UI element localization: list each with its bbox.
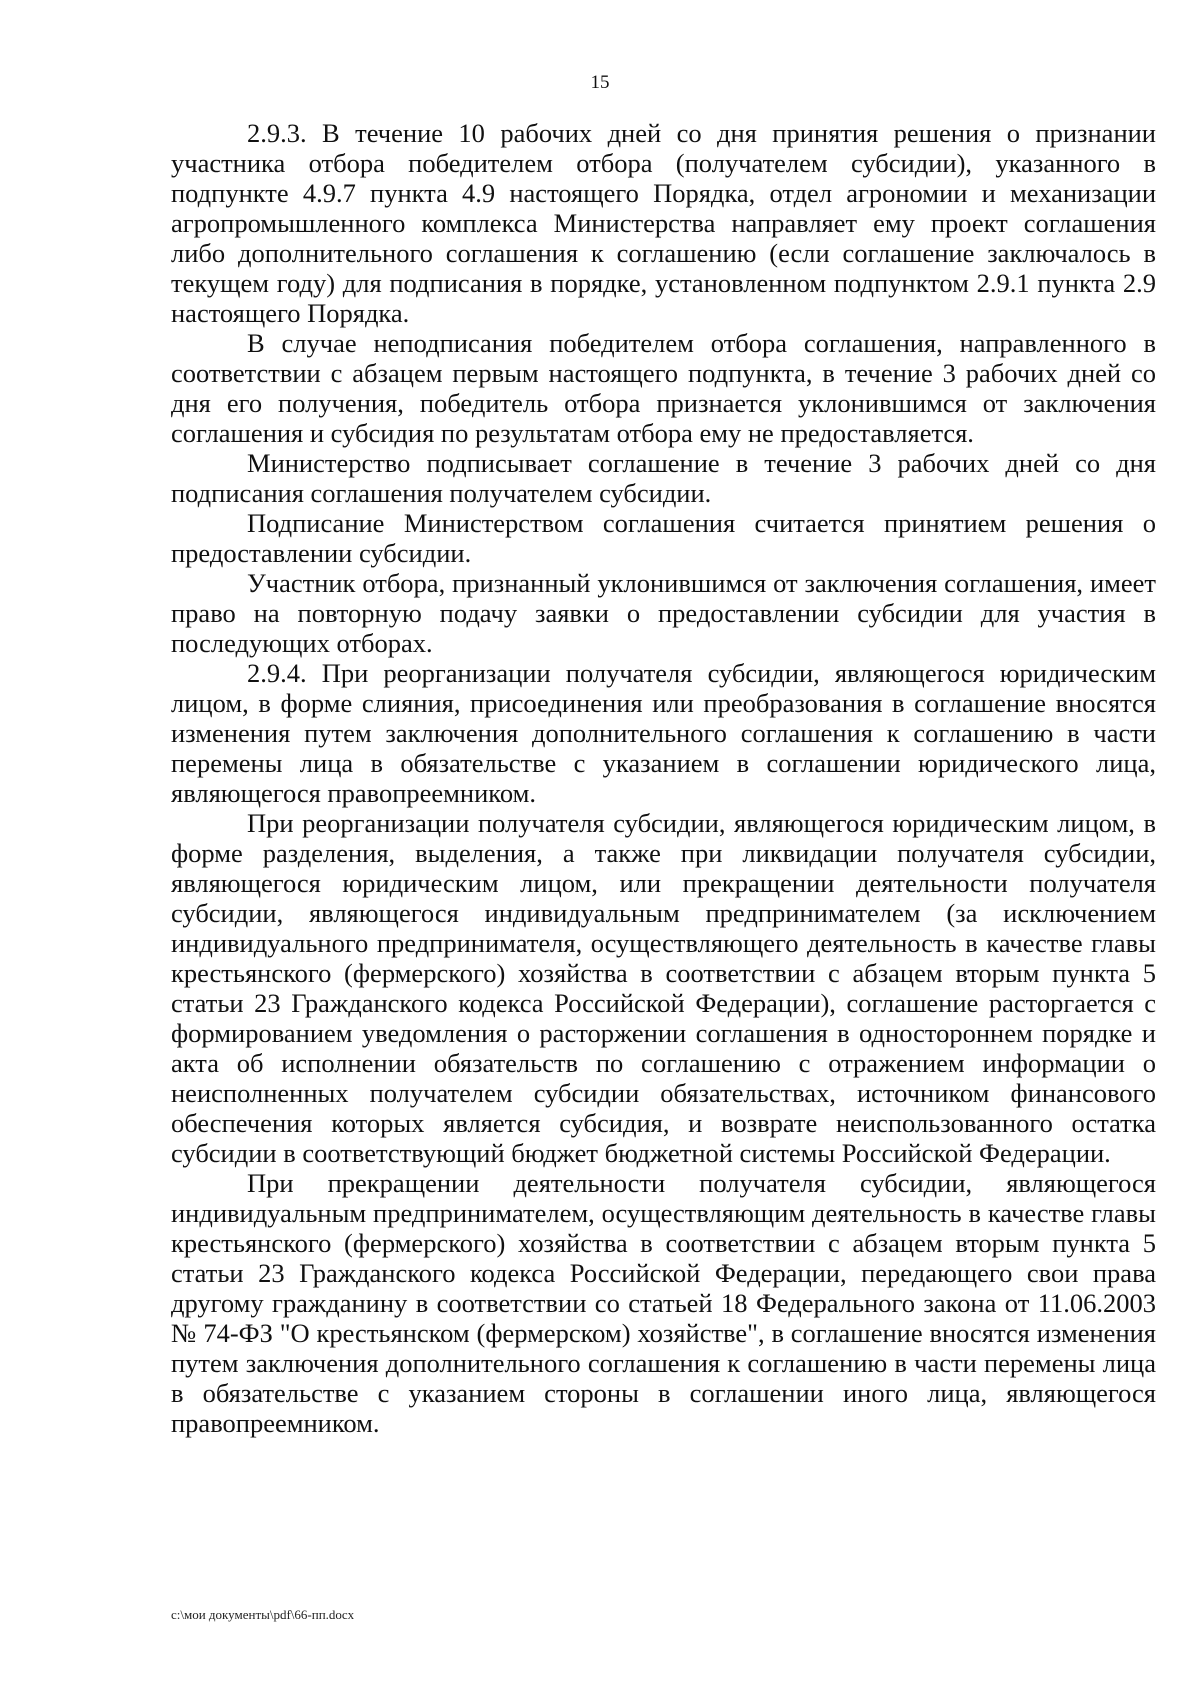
page-number: 15 (590, 72, 610, 93)
paragraph-reorganization-termination: При реорганизации получателя субсидии, являющегося юридическим лицом, в форме разделения, выделения, а также при ликвидации получателя субсидии, являющегося юридическим лицом, или прекращении деятельности получателя субсидии, являющегося индивидуальным предпринимателем (за исключением индивидуального предпринимателя, осуществляющего деятельность в качестве главы крестьянского (фермерского) хозяйства в соответствии с абзацем вторым пункта 5 статьи 23 Гражданского кодекса Российской Федерации), соглашение расторгается с формированием уведомления о расторжении соглашения в одностороннем порядке и акта об исполнении обязательств по соглашению с отражением информации о неисполненных получателем субсидии обязательствах, источником финансового обеспечения которых является субсидия, и возврате неиспользованного остатка субсидии в соответствующий бюджет бюджетной системы Российской Федерации. (171, 808, 1156, 1168)
document-body (171, 118, 1156, 1438)
paragraph-2-9-4: 2.9.4. При реорганизации получателя субсидии, являющегося юридическим лицом, в форме слияния, присоединения или преобразования в соглашение вносятся изменения путем заключения дополнительного соглашения к соглашению в части перемены лица в обязательстве с указанием в соглашении юридического лица, являющегося правопреемником. (171, 658, 1156, 808)
paragraph-farm-head-transfer: При прекращении деятельности получателя субсидии, являющегося индивидуальным предпринимателем, осуществляющим деятельность в качестве главы крестьянского (фермерского) хозяйства в соответствии с абзацем вторым пункта 5 статьи 23 Гражданского кодекса Российской Федерации, передающего свои права другому гражданину в соответствии со статьей 18 Федерального закона от 11.06.2003 № 74-ФЗ "О крестьянском (фермерском) хозяйстве", в соглашение вносятся изменения путем заключения дополнительного соглашения к соглашению в части перемены лица в обязательстве с указанием стороны в соглашении иного лица, являющегося правопреемником. (171, 1168, 1156, 1438)
paragraph-signing-decision: Подписание Министерством соглашения считается принятием решения о предоставлении субсидии. (171, 508, 1156, 568)
footer-file-path: c:\мои документы\pdf\66-пп.docx (171, 1607, 355, 1622)
paragraph-2-9-3: 2.9.3. В течение 10 рабочих дней со дня принятия решения о признании участника отбора победителем отбора (получателем субсидии), указанного в подпункте 4.9.7 пункта 4.9 настоящего Порядка, отдел агрономии и механизации агропромышленного комплекса Министерства направляет ему проект соглашения либо дополнительного соглашения к соглашению (если соглашение заключалось в текущем году) для подписания в порядке, установленном подпунктом 2.9.1 пункта 2.9 настоящего Порядка. (171, 118, 1156, 328)
paragraph-reapplication-right: Участник отбора, признанный уклонившимся от заключения соглашения, имеет право на повторную подачу заявки о предоставлении субсидии для участия в последующих отборах. (171, 568, 1156, 658)
paragraph-ministry-signs: Министерство подписывает соглашение в течение 3 рабочих дней со дня подписания соглашения получателем субсидии. (171, 448, 1156, 508)
paragraph-unsigned-agreement: В случае неподписания победителем отбора соглашения, направленного в соответствии с абзацем первым настоящего подпункта, в течение 3 рабочих дней со дня его получения, победитель отбора признается уклонившимся от заключения соглашения и субсидия по результатам отбора ему не предоставляется. (171, 328, 1156, 448)
